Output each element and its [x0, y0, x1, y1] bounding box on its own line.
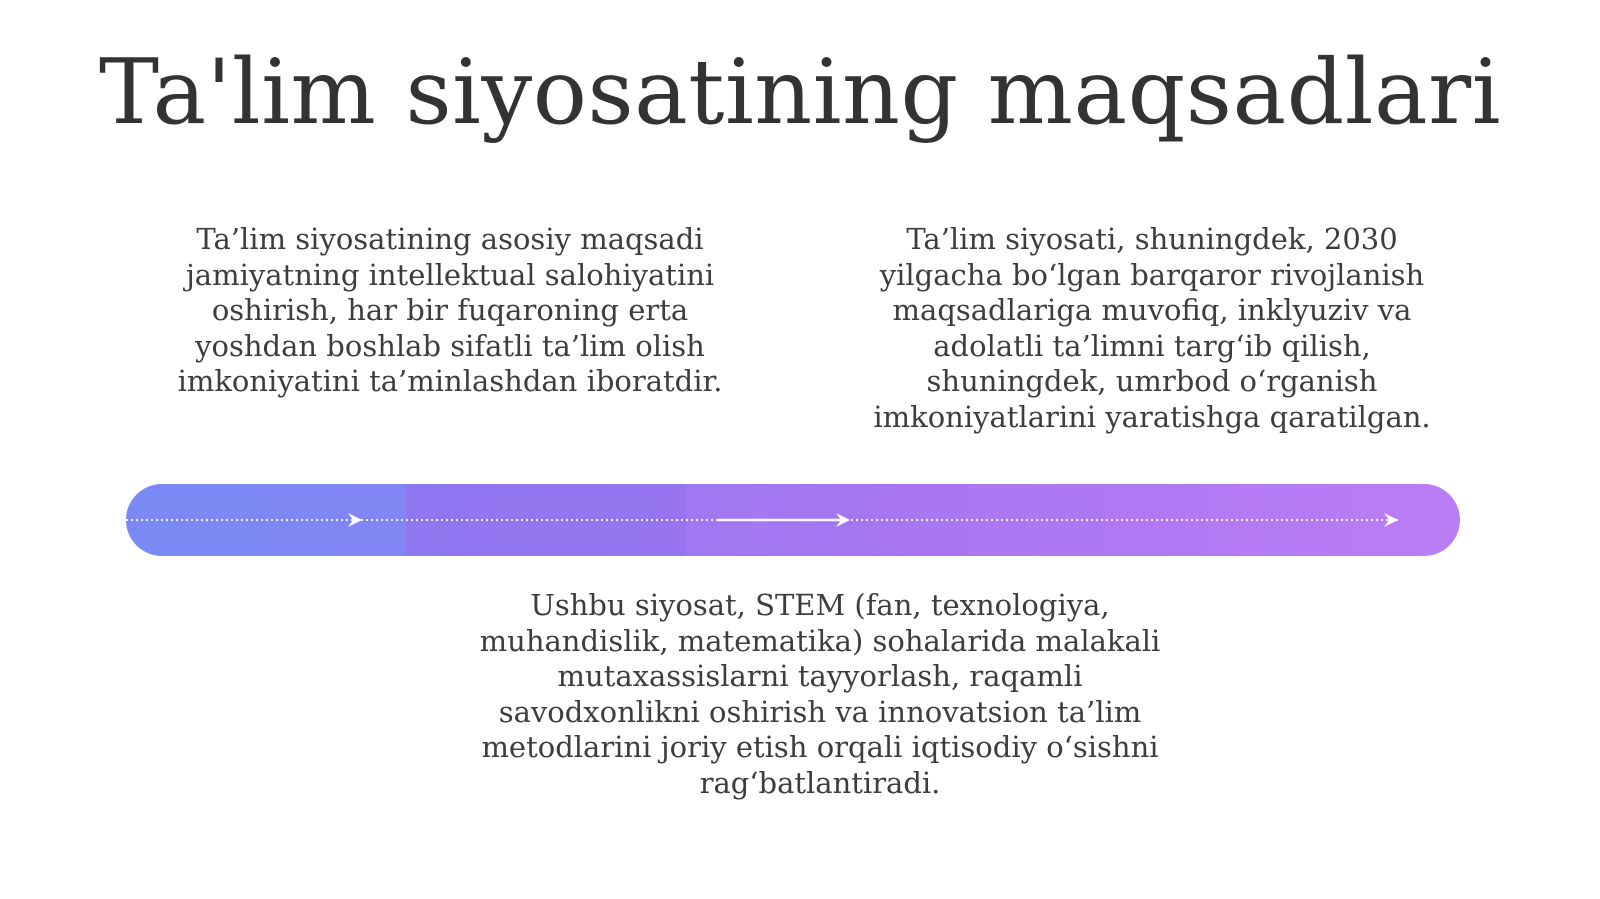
timeline-bar — [126, 484, 1460, 556]
goal-text-right: Ta’lim siyosati, shuningdek, 2030 yilgacha bo‘lgan barqaror rivojlanish maqsadlariga muvofiq, inklyuziv va adolatli ta’limni targ‘ib qilish, shuningdek, umrbod o‘rganish imkoniyatlarini yaratishga qaratilgan. — [873, 222, 1431, 434]
page-title: Ta'lim siyosatining maqsadlari — [98, 40, 1501, 145]
timeline-line — [126, 484, 1460, 556]
goal-text-bottom: Ushbu siyosat, STEM (fan, texnologiya, muhandislik, matematika) sohalarida malakali mutaxassislarni tayyorlash, raqamli savodxonlikni oshirish va innovatsion ta’lim metodlarini joriy etish orqali iqtisodiy o‘sishni rag‘batlantiradi. — [479, 588, 1161, 800]
arrow-icon — [348, 513, 362, 527]
goal-text-left: Ta’lim siyosatining asosiy maqsadi jamiyatning intellektual salohiyatini oshirish, har bir fuqaroning erta yoshdan boshlab sifatli ta’lim olish imkoniyatini ta’minlashdan iboratdir. — [177, 222, 723, 398]
